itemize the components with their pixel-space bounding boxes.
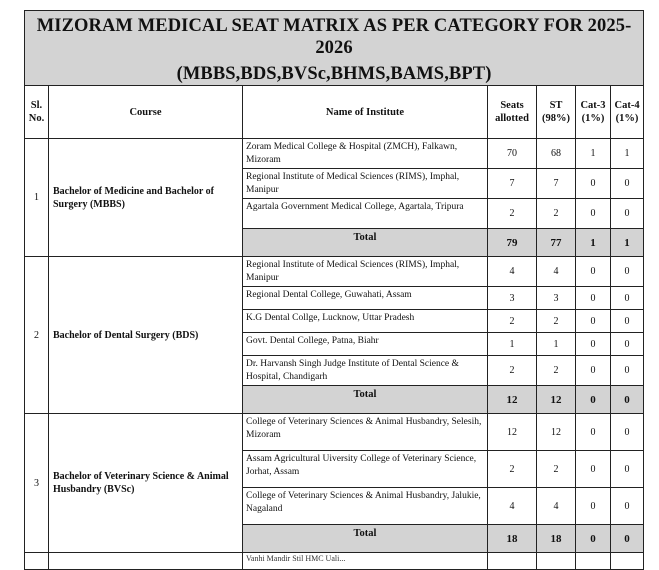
- institute-name: College of Veterinary Sciences & Animal Husbandry, Selesih, Mizoram: [243, 414, 488, 451]
- total-seats: 18: [488, 525, 537, 553]
- cat4-seats: 0: [611, 356, 644, 386]
- total-cat3: 1: [576, 229, 611, 257]
- institute-name: Assam Agricultural Uiversity College of Veterinary Science, Jorhat, Assam: [243, 451, 488, 488]
- cat3-seats: 0: [576, 257, 611, 287]
- course-name: Bachelor of Dental Surgery (BDS): [49, 257, 243, 414]
- cat4-seats: 0: [611, 333, 644, 356]
- col-header-seats: Seats allotted: [488, 86, 537, 139]
- seats-allotted: 12: [488, 414, 537, 451]
- st-seats: 1: [537, 333, 576, 356]
- col-header-sl: Sl. No.: [25, 86, 49, 139]
- sl-number: 1: [25, 139, 49, 257]
- st-seats: 2: [537, 310, 576, 333]
- total-seats: 79: [488, 229, 537, 257]
- col-header-course: Course: [49, 86, 243, 139]
- total-st: 18: [537, 525, 576, 553]
- col-header-cat3: Cat-3 (1%): [576, 86, 611, 139]
- title-line-1: MIZORAM MEDICAL SEAT MATRIX AS PER CATEGORY FOR 2025-2026: [36, 16, 632, 58]
- total-label: Total: [243, 386, 488, 414]
- cat4-seats: 0: [611, 199, 644, 229]
- column-header-row: [25, 86, 644, 139]
- seats-allotted: 4: [488, 488, 537, 525]
- institute-name: Regional Institute of Medical Sciences (RIMS), Imphal, Manipur: [243, 169, 488, 199]
- institute-name: Govt. Dental College, Patna, Biahr: [243, 333, 488, 356]
- seats-allotted: 2: [488, 451, 537, 488]
- institute-name: Regional Dental College, Guwahati, Assam: [243, 287, 488, 310]
- cat3-seats: 0: [576, 414, 611, 451]
- seats-allotted: 70: [488, 139, 537, 169]
- institute-name: Agartala Government Medical College, Agartala, Tripura: [243, 199, 488, 229]
- course-name: Bachelor of Medicine and Bachelor of Surgery (MBBS): [49, 139, 243, 257]
- total-cat3: 0: [576, 386, 611, 414]
- table-row: [25, 414, 644, 451]
- document-title: [25, 11, 644, 86]
- course-name: Bachelor of Veterinary Science & Animal Husbandry (BVSc): [49, 414, 243, 553]
- total-cat3: 0: [576, 525, 611, 553]
- st-seats: 4: [537, 488, 576, 525]
- cat3-seats: 0: [576, 356, 611, 386]
- st-seats: 4: [537, 257, 576, 287]
- cat3-seats: 0: [576, 287, 611, 310]
- seats-allotted: 1: [488, 333, 537, 356]
- seats-allotted: 2: [488, 199, 537, 229]
- table-row: [25, 139, 644, 169]
- cat4-seats: 0: [611, 310, 644, 333]
- total-st: 77: [537, 229, 576, 257]
- seat-matrix-document: [24, 10, 643, 563]
- institute-name: College of Veterinary Sciences & Animal Husbandry, Jalukie, Nagaland: [243, 488, 488, 525]
- total-cat4: 0: [611, 525, 644, 553]
- seat-matrix-table: [24, 10, 644, 570]
- institute-name: Regional Institute of Medical Sciences (RIMS), Imphal, Manipur: [243, 257, 488, 287]
- st-seats: 2: [537, 451, 576, 488]
- cat4-seats: 1: [611, 139, 644, 169]
- cat3-seats: 0: [576, 451, 611, 488]
- seats-allotted: 3: [488, 287, 537, 310]
- st-seats: 7: [537, 169, 576, 199]
- cat4-seats: 0: [611, 287, 644, 310]
- total-label: Total: [243, 525, 488, 553]
- institute-name: K.G Dental Collge, Lucknow, Uttar Pradesh: [243, 310, 488, 333]
- cat3-seats: 0: [576, 310, 611, 333]
- total-cat4: 1: [611, 229, 644, 257]
- st-seats: 12: [537, 414, 576, 451]
- total-seats: 12: [488, 386, 537, 414]
- col-header-st: ST (98%): [537, 86, 576, 139]
- st-seats: 68: [537, 139, 576, 169]
- st-seats: 2: [537, 199, 576, 229]
- cat4-seats: 0: [611, 488, 644, 525]
- institute-name: Dr. Harvansh Singh Judge Institute of Dental Science & Hospital, Chandigarh: [243, 356, 488, 386]
- title-line-2: (MBBS,BDS,BVSc,BHMS,BAMS,BPT): [176, 64, 492, 84]
- cat3-seats: 0: [576, 169, 611, 199]
- table-row-partial: [25, 553, 644, 570]
- cat4-seats: 0: [611, 257, 644, 287]
- total-st: 12: [537, 386, 576, 414]
- seats-allotted: 2: [488, 310, 537, 333]
- seats-allotted: 4: [488, 257, 537, 287]
- st-seats: 2: [537, 356, 576, 386]
- seats-allotted: 2: [488, 356, 537, 386]
- institute-name: Zoram Medical College & Hospital (ZMCH), Falkawn, Mizoram: [243, 139, 488, 169]
- total-cat4: 0: [611, 386, 644, 414]
- seats-allotted: 7: [488, 169, 537, 199]
- cat4-seats: 0: [611, 451, 644, 488]
- cat3-seats: 0: [576, 333, 611, 356]
- sl-number: 2: [25, 257, 49, 414]
- cat4-seats: 0: [611, 414, 644, 451]
- sl-number: 3: [25, 414, 49, 553]
- institute-name: Vanhi Mandir Stil HMC Uali...: [243, 553, 488, 570]
- col-header-institute: Name of Institute: [243, 86, 488, 139]
- cat3-seats: 1: [576, 139, 611, 169]
- cat4-seats: 0: [611, 169, 644, 199]
- col-header-cat4: Cat-4 (1%): [611, 86, 644, 139]
- total-label: Total: [243, 229, 488, 257]
- cat3-seats: 0: [576, 488, 611, 525]
- table-row: [25, 257, 644, 287]
- cat3-seats: 0: [576, 199, 611, 229]
- st-seats: 3: [537, 287, 576, 310]
